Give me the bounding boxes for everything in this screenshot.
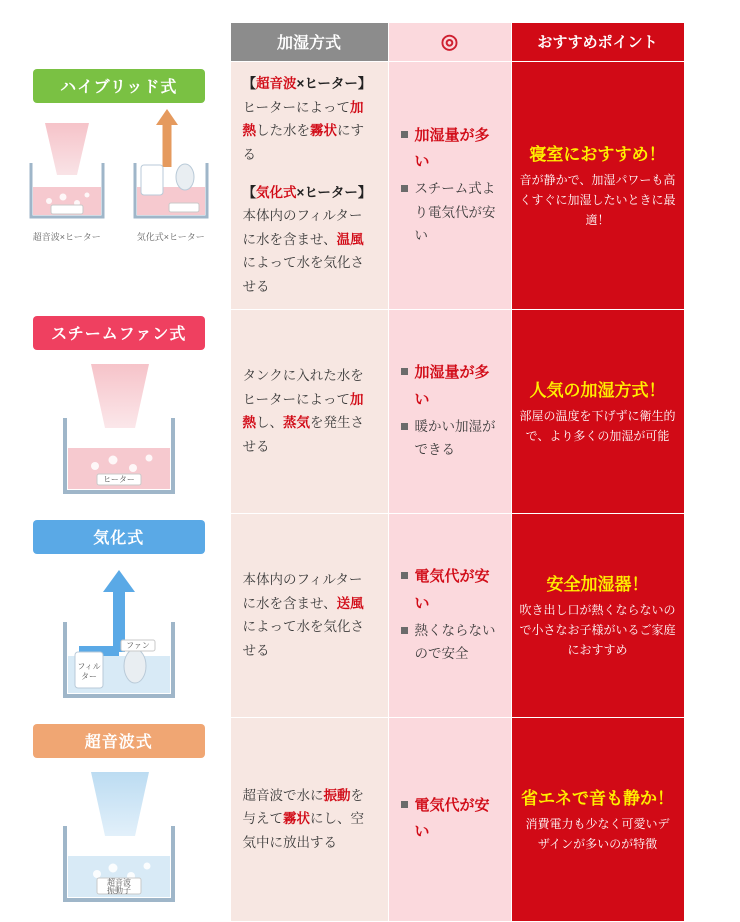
- desc-head-highlight: 気化式: [256, 184, 297, 200]
- illustration-caption: 気化式×ヒーター: [136, 231, 205, 242]
- desc-body-pre: 本体内のフィルターに水を含ませ、: [242, 571, 363, 611]
- desc-body-mid: した水を: [256, 123, 310, 139]
- svg-text:超音波: 超音波: [106, 878, 131, 888]
- recommend-point-cell: [511, 309, 684, 513]
- type-badge-ultrasonic: 超音波式: [33, 724, 205, 758]
- merit-item: 暖かい加湿ができる: [401, 415, 501, 462]
- svg-text:ファン: ファン: [125, 641, 150, 651]
- table-row: [8, 62, 684, 310]
- row-label-cell: [8, 513, 230, 717]
- table-row: [8, 309, 684, 513]
- table-row: [8, 513, 684, 717]
- desc-body-pre: タンクに入れた水をヒーターによって: [242, 367, 364, 407]
- method-description: [230, 717, 388, 921]
- point-title: 省エネで音も静か！: [521, 788, 674, 808]
- point-title: 安全加湿器！: [546, 574, 649, 594]
- merit-list-cell: [388, 309, 511, 513]
- desc-hl2: 蒸気: [283, 415, 310, 431]
- desc-hl1: 加熱: [242, 99, 364, 139]
- method-description: [230, 513, 388, 717]
- desc-paragraph: 【超音波×ヒーター】 ヒーターによって加熱した水を霧状にする: [242, 76, 372, 162]
- svg-text:ヒーター: ヒーター: [102, 475, 135, 485]
- type-badge-vapor: 気化式: [33, 520, 205, 554]
- illustration-vapor: [8, 556, 230, 711]
- merit-item: 加湿量が多い: [401, 123, 501, 176]
- ultrasonic-diagram-icon: [39, 760, 199, 910]
- merit-list-cell: [388, 62, 511, 310]
- merit-item: スチーム式より電気代が安い: [401, 177, 501, 248]
- table-header-row: [8, 23, 684, 62]
- point-title: 寝室におすすめ！: [529, 145, 666, 165]
- desc-paragraph: [243, 568, 376, 663]
- desc-paragraph: [243, 784, 376, 855]
- header-mark: ◎: [388, 23, 511, 62]
- illustration-caption: 超音波×ヒーター: [32, 231, 101, 242]
- desc-body-mid: によって水を気化させる: [242, 619, 364, 658]
- illustration-hybrid: [8, 105, 230, 243]
- svg-text:ター: ター: [80, 672, 97, 682]
- steam-fan-diagram-icon: [39, 352, 199, 502]
- desc-body-pre: ヒーターによって: [242, 99, 350, 115]
- merit-item: 電気代が安い: [401, 564, 501, 617]
- svg-text:フィル: フィル: [77, 662, 101, 672]
- method-description: [230, 62, 388, 310]
- desc-hl2: 霧状: [310, 123, 337, 139]
- desc-hl1: 送風: [336, 595, 364, 611]
- desc-body-pre: 本体内のフィルターに水を含ませ、: [242, 208, 363, 247]
- illustration-steam: [8, 352, 230, 507]
- comparison-table: [8, 22, 685, 922]
- type-badge-steam: スチームファン式: [33, 316, 205, 350]
- point-subtext: 吹き出し口が熱くならないので小さなお子様がいるご家庭におすすめ: [519, 602, 676, 657]
- header-method: 加湿方式: [230, 23, 388, 62]
- header-point: おすすめポイント: [511, 23, 684, 62]
- recommend-point-cell: [511, 62, 684, 310]
- illustration-ultrasonic: [8, 760, 230, 915]
- point-subtext: 部屋の温度を下げずに衛生的で、より多くの加湿が可能: [519, 408, 676, 443]
- desc-paragraph: 【気化式×ヒーター】 本体内のフィルターに水を含ませ、温風によって水を気化させる: [242, 184, 372, 294]
- point-title: 人気の加湿方式！: [529, 380, 666, 400]
- point-subtext: 消費電力も少なく可愛いデザインが多いのが特徴: [525, 816, 670, 851]
- row-label-cell: [8, 309, 230, 513]
- desc-body-pre: 超音波で水に: [242, 787, 324, 803]
- desc-body-post: を発生させる: [242, 415, 364, 454]
- desc-paragraph: [243, 364, 376, 459]
- ultrasonic-heater-diagram-icon: [19, 105, 115, 223]
- merit-list-cell: [388, 513, 511, 717]
- row-label-cell: [8, 62, 230, 310]
- vapor-heater-diagram-icon: [123, 105, 219, 223]
- header-blank: [8, 23, 230, 62]
- desc-body-post: にし、空気中に放出する: [242, 811, 364, 850]
- method-description: [230, 309, 388, 513]
- desc-body-mid: し、: [256, 415, 283, 431]
- merit-item: 加湿量が多い: [401, 360, 501, 413]
- table-row: [8, 717, 684, 921]
- point-subtext: 音が静かで、加湿パワーも高くすぐに加湿したいときに最適！: [519, 173, 676, 227]
- recommend-point-cell: [511, 513, 684, 717]
- desc-hl1: 振動: [323, 787, 351, 803]
- merit-item: 熱くならないので安全: [401, 619, 501, 666]
- vaporizing-diagram-icon: [39, 556, 199, 706]
- desc-body-post: にする: [242, 123, 364, 162]
- merit-item: 電気代が安い: [401, 793, 501, 846]
- desc-hl1: 温風: [336, 231, 364, 247]
- row-label-cell: [8, 717, 230, 921]
- merit-list-cell: [388, 717, 511, 921]
- recommend-point-cell: [511, 717, 684, 921]
- desc-body-mid: によって水を気化させる: [242, 255, 364, 294]
- desc-head-highlight: 超音波: [256, 76, 297, 91]
- svg-text:振動子: 振動子: [106, 886, 131, 896]
- desc-hl1: 加熱: [242, 391, 364, 431]
- desc-hl2: 霧状: [283, 811, 310, 827]
- type-badge-hybrid: ハイブリッド式: [33, 69, 205, 103]
- desc-body-mid: を与えて: [242, 787, 364, 827]
